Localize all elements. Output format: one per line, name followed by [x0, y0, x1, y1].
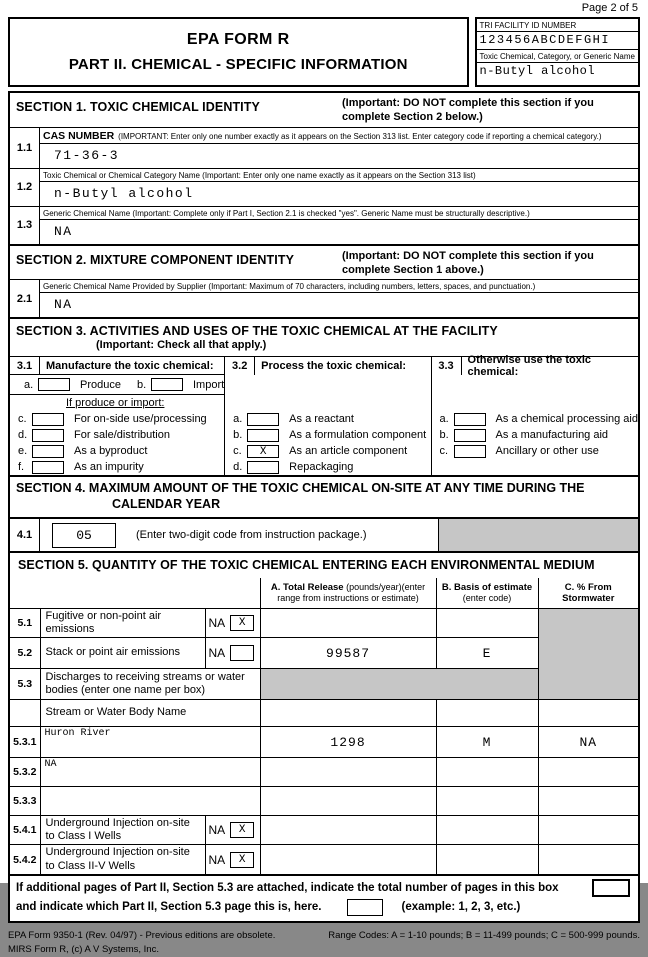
- generic-chemical-name-field[interactable]: NA: [54, 223, 73, 239]
- row-5-3-1: [10, 727, 638, 758]
- facility-id-box: [475, 17, 640, 87]
- row-5-4-2-number: 5.4.2: [10, 845, 40, 874]
- chemical-processing-aid-letter: a.: [439, 413, 449, 426]
- section-4-title-line2: CALENDAR YEAR: [112, 497, 221, 512]
- row-5-3-2-number: 5.3.2: [10, 758, 40, 787]
- stream-name-field-2[interactable]: NA: [40, 758, 260, 787]
- otherwise-use-column-header: [432, 354, 638, 379]
- injection-class1-basis-field[interactable]: [436, 816, 538, 845]
- row-5-3-3-number: 5.3.3: [10, 787, 40, 816]
- row-1-2-number: 1.2: [10, 169, 40, 206]
- toxic-chemical-name-label: Toxic Chemical or Chemical Category Name (Important: Enter only one name exactly as it appears on the Section 313 list): [40, 169, 638, 182]
- onsite-use-letter: c.: [18, 413, 27, 426]
- section-4-header: [10, 477, 638, 517]
- section-5-title: SECTION 5. QUANTITY OF THE TOXIC CHEMICAL ENTERING EACH ENVIRONMENTAL MEDIUM: [18, 558, 595, 573]
- produce-letter: a.: [24, 378, 34, 391]
- manufacturing-aid-letter: b.: [439, 429, 449, 442]
- stack-na-checkbox[interactable]: [230, 645, 254, 661]
- section-1-note: (Important: DO NOT complete this section if you complete Section 2 below.): [342, 97, 594, 124]
- injection-class1-na-label: NA: [208, 823, 226, 838]
- form-subtitle: PART II. CHEMICAL - SPECIFIC INFORMATION: [68, 56, 408, 73]
- injection-class1-stormwater-field[interactable]: [538, 816, 638, 845]
- section-1-header: [10, 93, 638, 127]
- additional-pages-text2: and indicate which Part II, Section 5.3 page this is, here.: [16, 901, 322, 914]
- repackaging-checkbox[interactable]: [247, 461, 279, 474]
- formulation-component-label: As a formulation component: [289, 429, 427, 442]
- stream-3-basis-field[interactable]: [436, 787, 538, 816]
- produce-label: Produce: [80, 378, 121, 391]
- max-amount-code-field[interactable]: 05: [52, 523, 116, 548]
- article-component-row: [225, 443, 430, 459]
- chemical-processing-aid-label: As a chemical processing aid: [495, 413, 638, 426]
- additional-pages-line1: [16, 879, 630, 897]
- cas-number-field[interactable]: 71-36-3: [54, 147, 120, 163]
- formulation-component-checkbox[interactable]: [247, 429, 279, 442]
- item-3-2-number: 3.2: [225, 357, 255, 375]
- stream-1-basis-field[interactable]: M: [436, 727, 538, 758]
- additional-pages-text1: If additional pages of Part II, Section 5.3 are attached, indicate the total number of pages in this box: [16, 881, 559, 894]
- column-b-header: [436, 578, 538, 608]
- ancillary-use-label: Ancillary or other use: [495, 445, 599, 458]
- injection-class2-stormwater-field[interactable]: [538, 845, 638, 874]
- injection-class2-na-checkbox[interactable]: X: [230, 852, 254, 868]
- sale-distribution-letter: d.: [18, 429, 28, 442]
- stream-header-a-cell: [260, 700, 436, 727]
- section-3-title: SECTION 3. ACTIVITIES AND USES OF THE TOXIC CHEMICAL AT THE FACILITY: [16, 324, 498, 339]
- byproduct-row: [10, 443, 224, 459]
- article-component-label: As an article component: [289, 445, 408, 458]
- process-column: [224, 357, 430, 475]
- stream-2-total-release-field[interactable]: [260, 758, 436, 787]
- section-4: [8, 475, 640, 553]
- additional-pages-note: [10, 874, 638, 921]
- injection-class1-na-checkbox[interactable]: X: [230, 822, 254, 838]
- cas-number-instruction: (IMPORTANT: Enter only one number exactly as it appears on the Section 313 list. Enter category code if reporting a chemical category.): [118, 131, 602, 141]
- reactant-checkbox[interactable]: [247, 413, 279, 426]
- section-3-note: (Important: Check all that apply.): [96, 339, 267, 352]
- process-column-header: [225, 357, 430, 375]
- manufacturing-aid-row: [432, 427, 638, 443]
- article-component-letter: c.: [233, 445, 242, 458]
- import-checkbox[interactable]: [151, 378, 183, 391]
- injection-class1-total-release-field[interactable]: [260, 816, 436, 845]
- row-1-3-number: 1.3: [10, 207, 40, 244]
- column-a-header: [260, 578, 436, 608]
- stack-total-release-field[interactable]: 99587: [260, 638, 436, 669]
- cas-number-label: [40, 128, 638, 144]
- section-4-title-line1: SECTION 4. MAXIMUM AMOUNT OF THE TOXIC CHEMICAL ON-SITE AT ANY TIME DURING THE: [16, 481, 585, 496]
- impurity-row: [10, 459, 224, 475]
- section-5: [8, 551, 640, 923]
- stream-header-row: [10, 700, 638, 727]
- fugitive-na-label: NA: [208, 615, 226, 630]
- row-4-1-body: [40, 519, 638, 551]
- produce-import-row: [10, 375, 224, 395]
- chemical-processing-aid-checkbox[interactable]: [454, 413, 486, 426]
- stream-3-total-release-field[interactable]: [260, 787, 436, 816]
- otherwise-use-column: [431, 354, 638, 475]
- stream-3-stormwater-field[interactable]: [538, 787, 638, 816]
- cas-number-bold-label: CAS NUMBER: [43, 129, 115, 142]
- stream-1-stormwater-field[interactable]: NA: [538, 727, 638, 758]
- footer-left: [8, 929, 275, 957]
- article-component-checkbox[interactable]: X: [247, 445, 279, 458]
- process-items: [225, 375, 430, 475]
- injection-class1-na-cell: [205, 816, 260, 845]
- reactant-letter: a.: [233, 413, 243, 426]
- row-1-3: [10, 206, 638, 244]
- produce-checkbox[interactable]: [38, 378, 70, 391]
- form-header: [8, 17, 640, 87]
- row-5-1-number: 5.1: [10, 608, 40, 637]
- additional-pages-example: (example: 1, 2, 3, etc.): [401, 901, 521, 914]
- form-content: [8, 2, 640, 957]
- page-number-box[interactable]: [347, 899, 383, 916]
- row-5-3-2: [10, 758, 638, 787]
- header-empty-cell: [10, 578, 260, 608]
- page-number: Page 2 of 5: [581, 2, 638, 14]
- row-1-2: [10, 168, 638, 206]
- section-3: [8, 317, 640, 477]
- row-5-4-1: [10, 816, 638, 845]
- column-b-header-rest: (enter code): [462, 593, 512, 604]
- shaded-area: [438, 519, 638, 551]
- stormwater-shaded-cell: [538, 608, 638, 699]
- discharges-shaded-cell: [260, 669, 538, 700]
- stream-2-basis-field[interactable]: [436, 758, 538, 787]
- supplier-generic-name-label: Generic Chemical Name Provided by Supplier (Important: Maximum of 70 characters, including numbers, letters, spaces, and punctuation.): [40, 280, 638, 293]
- item-3-1-number: 3.1: [10, 357, 40, 374]
- item-3-3-number: 3.3: [432, 357, 462, 375]
- stream-2-stormwater-field[interactable]: [538, 758, 638, 787]
- stream-header-c-cell: [538, 700, 638, 727]
- injection-class2-na-label: NA: [208, 852, 226, 867]
- stack-emissions-label: Stack or point air emissions: [40, 638, 205, 669]
- row-5-1: [10, 608, 638, 637]
- ancillary-use-row: [432, 443, 638, 459]
- byproduct-label: As a byproduct: [74, 445, 148, 458]
- row-2-1-number: 2.1: [10, 280, 40, 317]
- stream-name-header: Stream or Water Body Name: [40, 700, 260, 727]
- section-2-title: SECTION 2. MIXTURE COMPONENT IDENTITY: [16, 252, 295, 267]
- row-1-1: [10, 127, 638, 168]
- import-letter: b.: [136, 378, 147, 391]
- fugitive-emissions-label: Fugitive or non-point air emissions: [40, 608, 205, 637]
- discharges-label: Discharges to receiving streams or water bodies (enter one name per box): [40, 669, 260, 700]
- fugitive-na-checkbox[interactable]: X: [230, 615, 254, 631]
- row-5-4-1-number: 5.4.1: [10, 816, 40, 845]
- stream-name-field-1[interactable]: Huron River: [40, 727, 260, 758]
- form-title-box: [8, 17, 469, 87]
- repackaging-letter: d.: [233, 461, 243, 474]
- section-1: [8, 91, 640, 246]
- footer-form-id: EPA Form 9350-1 (Rev. 04/97) - Previous editions are obsolete.: [8, 929, 276, 941]
- row-2-1: [10, 279, 638, 317]
- ancillary-use-letter: c.: [439, 445, 449, 458]
- column-c-header: C. % From Stormwater: [538, 578, 638, 608]
- row-5-2-number: 5.2: [10, 638, 40, 669]
- stack-basis-field[interactable]: E: [436, 638, 538, 669]
- repackaging-label: Repackaging: [289, 461, 354, 474]
- stream-header-number: [10, 700, 40, 727]
- injection-class2-na-cell: [205, 845, 260, 874]
- stack-na-cell: [205, 638, 260, 669]
- stream-name-field-3[interactable]: [40, 787, 260, 816]
- supplier-generic-name-field[interactable]: NA: [54, 297, 73, 313]
- section-3-header: [10, 319, 638, 356]
- fugitive-total-release-field[interactable]: [260, 608, 436, 637]
- sale-distribution-checkbox[interactable]: [32, 429, 64, 442]
- column-a-header-rest: (pounds/year)(enter range from instructions or estimate): [277, 581, 426, 604]
- import-label: Import: [192, 378, 225, 391]
- manufacturing-aid-label: As a manufacturing aid: [495, 429, 609, 442]
- onsite-use-label: For on-side use/processing: [74, 413, 207, 426]
- row-5-4-2: [10, 845, 638, 874]
- form-title: EPA FORM R: [186, 31, 290, 48]
- stream-header-b-cell: [436, 700, 538, 727]
- onsite-use-checkbox[interactable]: [32, 413, 64, 426]
- total-pages-box[interactable]: [592, 879, 630, 897]
- row-1-1-body: [40, 128, 638, 168]
- onsite-use-row: [10, 411, 224, 427]
- chemical-processing-aid-row: [432, 411, 638, 427]
- impurity-label: As an impurity: [74, 461, 144, 474]
- column-a-header-bold: A. Total Release: [270, 581, 344, 593]
- byproduct-checkbox[interactable]: [32, 445, 64, 458]
- column-b-header-bold: B. Basis of estimate: [441, 581, 533, 593]
- fugitive-na-cell: [205, 608, 260, 637]
- process-title: Process the toxic chemical:: [261, 360, 407, 373]
- row-4-1: [10, 517, 638, 551]
- formulation-component-row: [225, 427, 430, 443]
- section-2-note: (Important: DO NOT complete this section if you complete Section 1 above.): [342, 249, 594, 276]
- footer-software-credit: MIRS Form R, (c) A V Systems, Inc.: [8, 944, 159, 956]
- row-4-1-number: 4.1: [10, 519, 40, 551]
- sale-distribution-row: [10, 427, 224, 443]
- section-2-header: [10, 246, 638, 280]
- additional-pages-line2: [16, 899, 630, 916]
- impurity-checkbox[interactable]: [32, 461, 64, 474]
- reactant-label: As a reactant: [289, 413, 354, 426]
- row-1-1-number: 1.1: [10, 128, 40, 168]
- stream-1-total-release-field[interactable]: 1298: [260, 727, 436, 758]
- row-5-3-number: 5.3: [10, 669, 40, 700]
- section-2: [8, 244, 640, 320]
- injection-class2-basis-field[interactable]: [436, 845, 538, 874]
- generic-chemical-name-label: Generic Chemical Name (Important: Complete only if Part I, Section 2.1 is checked "yes". Generic Name must be structurally descriptive.): [40, 207, 638, 220]
- max-amount-instruction: (Enter two-digit code from instruction package.): [136, 529, 367, 542]
- formulation-component-letter: b.: [233, 429, 243, 442]
- toxic-chemical-name-field[interactable]: n-Butyl alcohol: [54, 185, 194, 201]
- ancillary-use-checkbox[interactable]: [454, 445, 486, 458]
- section-3-grid: [10, 356, 638, 475]
- reactant-row: [225, 411, 430, 427]
- footer-range-codes: Range Codes: A = 1-10 pounds; B = 11-499 pounds; C = 500-999 pounds.: [328, 929, 640, 941]
- section-1-title: SECTION 1. TOXIC CHEMICAL IDENTITY: [16, 100, 260, 114]
- manufacture-column: [10, 357, 224, 475]
- manufacture-column-header: [10, 357, 224, 375]
- row-5-3-3: [10, 787, 638, 816]
- byproduct-letter: e.: [18, 445, 28, 458]
- produce-import-subheader: If produce or import:: [66, 397, 165, 410]
- injection-class2-total-release-field[interactable]: [260, 845, 436, 874]
- row-1-3-body: [40, 207, 638, 244]
- injection-class2-label: Underground Injection on-site to Class II-V Wells: [40, 845, 205, 874]
- otherwise-use-items: [432, 375, 638, 459]
- section-5-header: [10, 553, 638, 578]
- tri-facility-id-label: TRI FACILITY ID NUMBER: [477, 19, 638, 32]
- row-5-3-1-number: 5.3.1: [10, 727, 40, 758]
- tri-facility-id-value[interactable]: 123456ABCDEFGHI: [477, 32, 638, 50]
- stack-na-label: NA: [208, 646, 226, 661]
- sale-distribution-label: For sale/distribution: [74, 429, 170, 442]
- injection-class1-label: Underground Injection on-site to Class I Wells: [40, 816, 205, 845]
- page-footer: [8, 929, 640, 957]
- fugitive-basis-field[interactable]: [436, 608, 538, 637]
- manufacturing-aid-checkbox[interactable]: [454, 429, 486, 442]
- row-1-2-body: [40, 169, 638, 206]
- chemical-name-label: Toxic Chemical, Category, or Generic Name: [477, 50, 638, 63]
- release-table: [10, 578, 638, 874]
- chemical-name-value[interactable]: n-Butyl alcohol: [479, 64, 596, 78]
- table-header-row: [10, 578, 638, 608]
- repackaging-row: [225, 459, 430, 475]
- manufacture-title: Manufacture the toxic chemical:: [46, 359, 214, 372]
- impurity-letter: f.: [18, 461, 25, 474]
- otherwise-use-title: Otherwise use the toxic chemical:: [467, 354, 592, 379]
- row-2-1-body: [40, 280, 638, 317]
